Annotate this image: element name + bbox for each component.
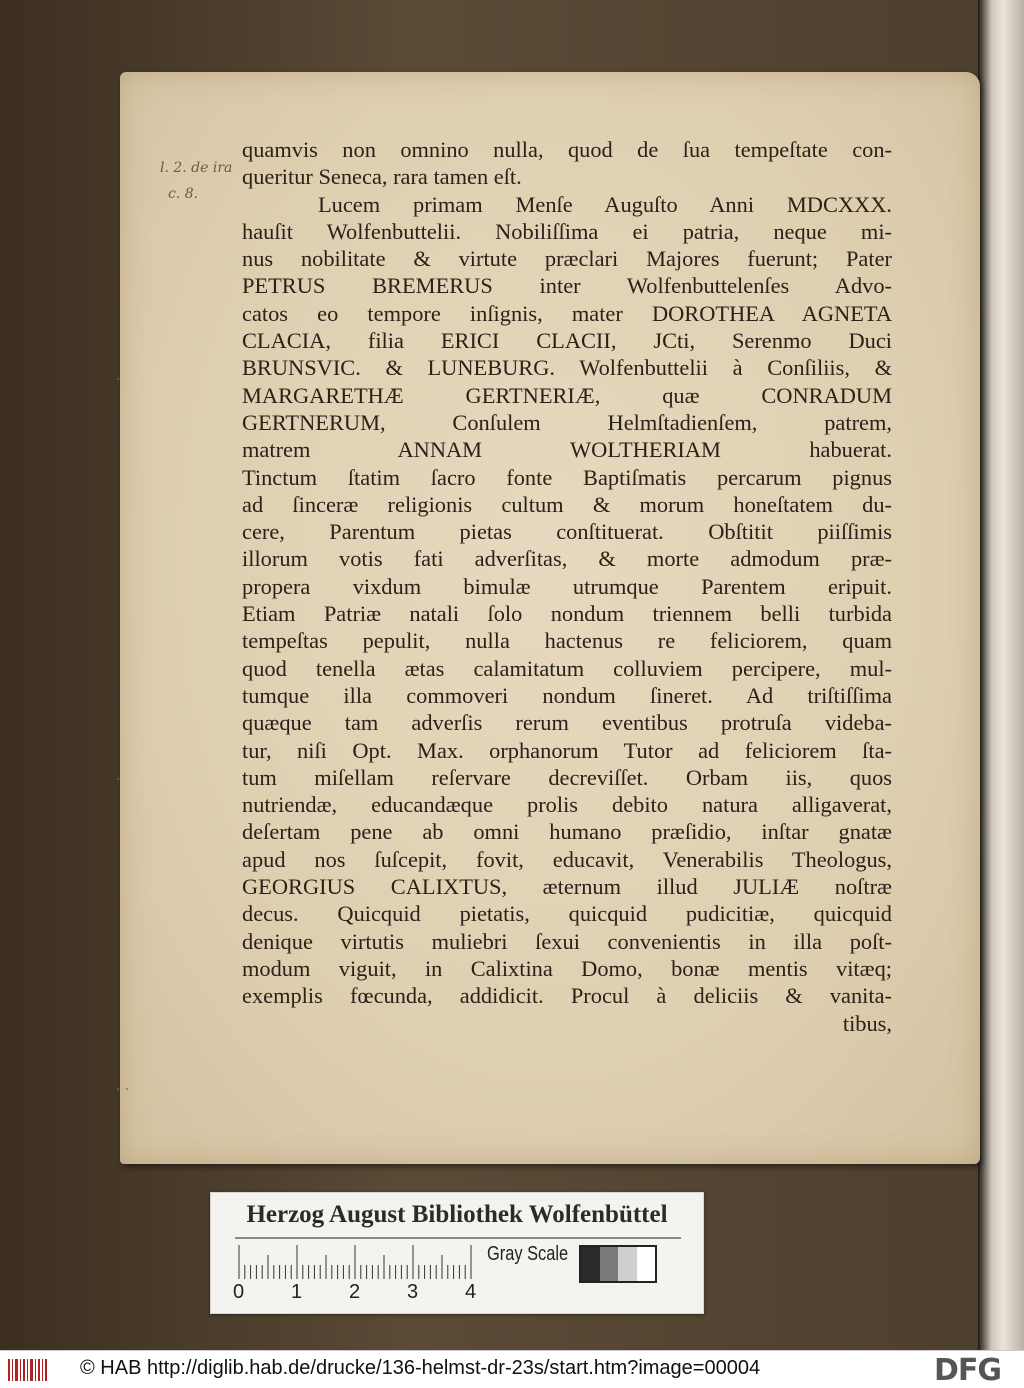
- margin-dots: ·: [116, 372, 121, 388]
- text-line: GEORGIUS CALIXTUS, æternum illud JULIÆ noſtræ: [242, 874, 892, 900]
- margin-note-reference: l. 2. de ira: [160, 160, 233, 176]
- ruler-number: 4: [465, 1281, 477, 1303]
- text-line: CLACIA, filia ERICI CLACII, JCti, Serenmo Duci: [242, 328, 892, 354]
- library-name: Herzog August Bibliothek Wolfenbüttel: [246, 1201, 668, 1228]
- ruler-number: 3: [407, 1281, 419, 1303]
- text-line: PETRUS BREMERUS inter Wolfenbuttelenſes Advo-: [242, 273, 892, 299]
- ruler-scale: [237, 1245, 473, 1279]
- text-line: cere, Parentum pietas conſtituerat. Obſtitit piiſſimis: [242, 519, 892, 545]
- text-line: quod tenella ætas calamitatum colluviem percipere, mul-: [242, 655, 892, 681]
- book-edge: [978, 0, 1024, 1350]
- text-line: tur, niſi Opt. Max. orphanorum Tutor ad feliciorem ſta-: [242, 737, 892, 763]
- text-line: illorum votis fati adverſitas, & morte admodum præ-: [242, 546, 892, 572]
- text-line: nus nobilitate & virtute præclari Majores fuerunt; Pater: [242, 246, 892, 272]
- text-line: ad ſinceræ religionis cultum & morum honeſtatem du-: [242, 491, 892, 517]
- footer-bar: [0, 1350, 1024, 1388]
- dfg-logo: DFG: [934, 1353, 1002, 1388]
- ruler-number: 2: [349, 1281, 361, 1303]
- text-line: tempeſtas pepulit, nulla hactenus re feliciorem, quam: [242, 628, 892, 654]
- margin-dots: ·: [116, 772, 121, 788]
- gray-swatch: [600, 1247, 619, 1281]
- text-line: nutriendæ, educandæque prolis debito natura alligaverat,: [242, 792, 892, 818]
- text-line: GERTNERUM, Conſulem Helmſtadienſem, patrem,: [242, 409, 892, 435]
- text-line: BRUNSVIC. & LUNEBURG. Wolfenbuttelii à Conſiliis, &: [242, 355, 892, 381]
- gray-scale-label: Gray Scale: [487, 1243, 569, 1265]
- text-line: modum viguit, in Calixtina Domo, bonæ mentis vitæq;: [242, 955, 892, 981]
- book-page: [116, 72, 980, 1164]
- text-line: hauſit Wolfenbuttelii. Nobiliſſima ei patria, neque mi-: [242, 218, 892, 244]
- text-line: queritur Seneca, rara tamen eſt.: [242, 164, 522, 190]
- source-url[interactable]: © HAB http://diglib.hab.de/drucke/136-helmst-dr-23s/start.htm?image=00004: [80, 1357, 761, 1379]
- text-line: exemplis fœcunda, addidicit. Procul à deliciis & vanita-: [242, 983, 892, 1009]
- text-line: tumque illa commoveri nondum ſineret. Ad triſtiſſima: [242, 682, 892, 708]
- margin-note-chapter: c. 8.: [168, 186, 199, 202]
- text-line: denique virtutis muliebri ſexui convenientis in illa poſt-: [242, 928, 892, 954]
- text-line: quamvis non omnino nulla, quod de ſua tempeſtate con-: [242, 137, 892, 162]
- ruler-number: 0: [233, 1281, 245, 1303]
- text-line: MARGARETHÆ GERTNERIÆ, quæ CONRADUM: [242, 382, 892, 408]
- text-line: apud nos ſuſcepit, fovit, educavit, Venerabilis Theologus,: [242, 846, 892, 872]
- gray-swatch: [618, 1247, 637, 1281]
- text-line: tum miſellam reſervare decreviſſet. Orbam iis, quos: [242, 764, 892, 790]
- text-line: matrem ANNAM WOLTHERIAM habuerat.: [242, 437, 892, 463]
- text-line: Etiam Patriæ natali ſolo nondum triennem belli turbida: [242, 601, 892, 627]
- text-line: tibus,: [842, 1010, 892, 1036]
- text-line: Lucem primam Menſe Auguſto Anni MDCXXX.: [318, 191, 892, 217]
- text-line: quæque tam adverſis rerum eventibus protruſa videba-: [242, 710, 892, 736]
- ruler-number: 1: [291, 1281, 303, 1303]
- gray-swatch: [581, 1247, 600, 1281]
- gray-swatch: [637, 1247, 656, 1281]
- text-line: Tinctum ſtatim ſacro fonte Baptiſmatis percarum pignus: [242, 464, 892, 490]
- text-line: deſertam pene ab omni humano præſidio, inſtar gnatæ: [242, 819, 892, 845]
- barcode-icon: [8, 1357, 48, 1383]
- margin-dots: · ·: [116, 1082, 130, 1098]
- page-text: [242, 136, 892, 1037]
- library-color-card: [210, 1192, 704, 1314]
- gray-scale-swatches: [579, 1245, 657, 1283]
- text-line: catos eo tempore inſignis, mater DOROTHEA AGNETA: [242, 300, 892, 326]
- text-line: decus. Quicquid pietatis, quicquid pudicitiæ, quicquid: [242, 901, 892, 927]
- text-line: propera vixdum bimulæ utrumque Parentem eripuit.: [242, 573, 892, 599]
- card-divider: [235, 1237, 681, 1239]
